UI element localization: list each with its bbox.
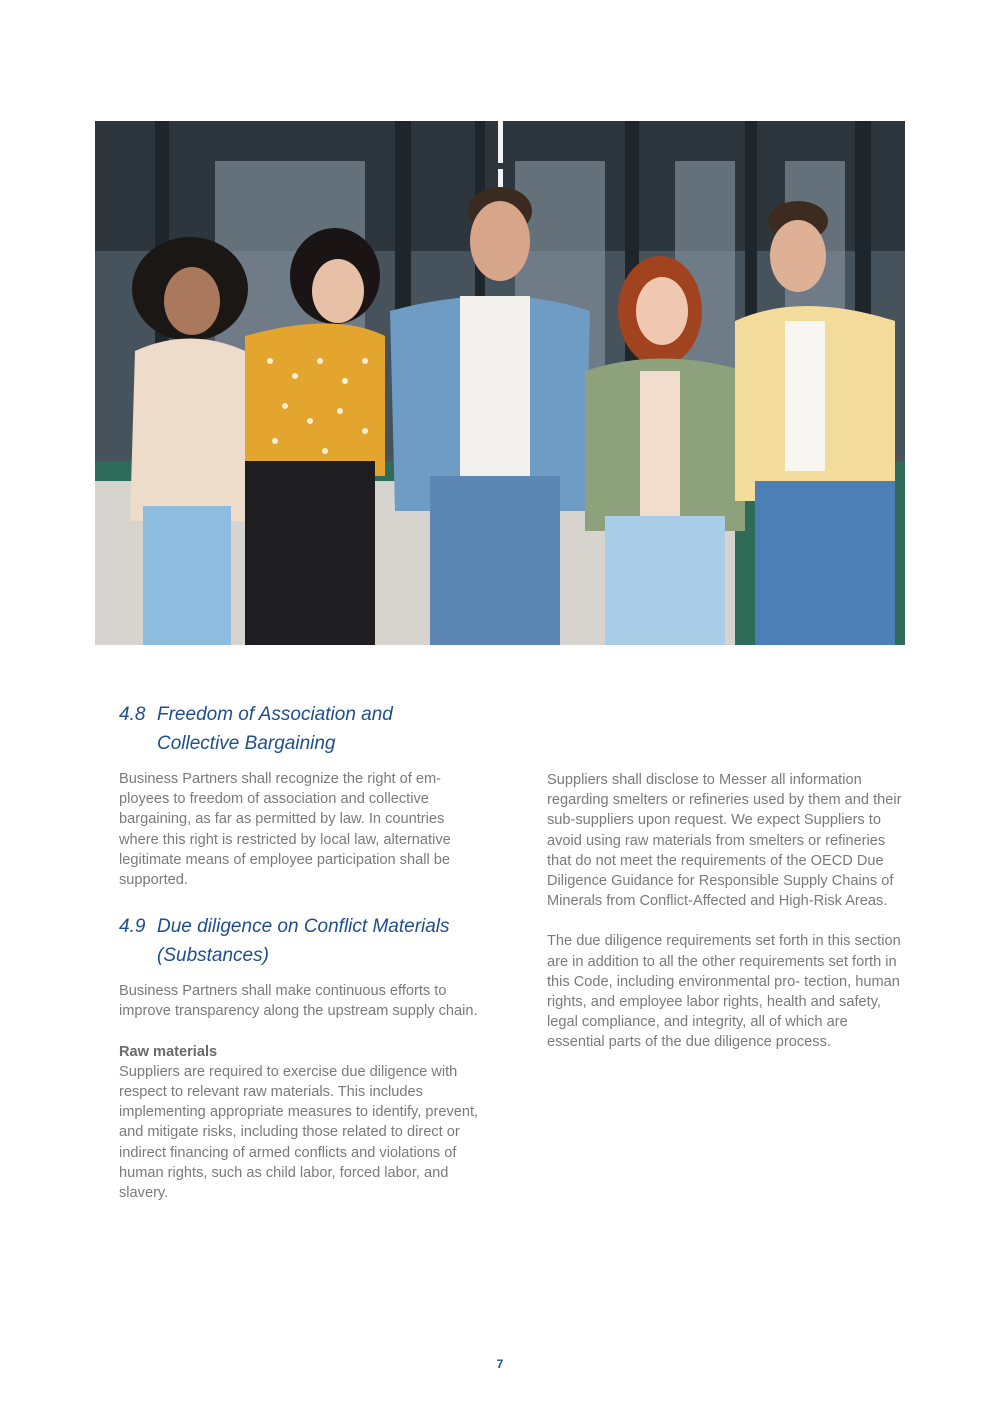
section-4-8-body: Business Partners shall recognize the right of em- ployees to freedom of association and collective bargaining, as far as permitted by law. In countries where this right is restricted by local law, alternative legitimate means of employee participation shall be supported. [119,771,451,889]
section-number: 4.9 [119,916,146,938]
section-4-9-heading [119,912,479,970]
due-diligence-requirements-paragraph: The due diligence requirements set forth in this section are in addition to all the other requirements set forth in this Code, including environmental pro- tection, human rights, and employee labor rights, health and safety, legal compliance, and integrity, all of which are essential parts of the due diligence process. [547,933,901,1051]
section-title: Due diligence on Conflict Materials (Substances) [157,916,450,967]
left-column [119,700,479,1203]
raw-materials-body: Suppliers are required to exercise due diligence with respect to relevant raw materials. This includes implementing appropriate measures to identify, prevent, and mitigate risks, including those related to direct or indirect financing of armed conflicts and violations of human rights, such as child labor, forced labor, and slavery. [119,1063,479,1202]
section-4-9-body: Business Partners shall make continuous efforts to improve transparency along the upstream supply chain. [119,983,478,1020]
section-4-8-heading [119,700,479,758]
right-column [547,770,907,1053]
group-photo-illustration [95,121,905,645]
smelters-paragraph: Suppliers shall disclose to Messer all information regarding smelters or refineries used by them and their sub-suppliers upon request. We expect Suppliers to avoid using raw materials from smelters or refineries that do not meet the requirements of the OECD Due Diligence Guidance for Responsible Supply Chains of Minerals from Conflict-Affected and High-Risk Areas. [547,772,902,910]
group-photo [95,121,905,645]
page-number: 7 [496,1357,504,1371]
section-title: Freedom of Association and Collective Bargaining [157,704,393,754]
section-number: 4.8 [119,704,146,725]
raw-materials-subheading: Raw materials [119,1043,218,1060]
